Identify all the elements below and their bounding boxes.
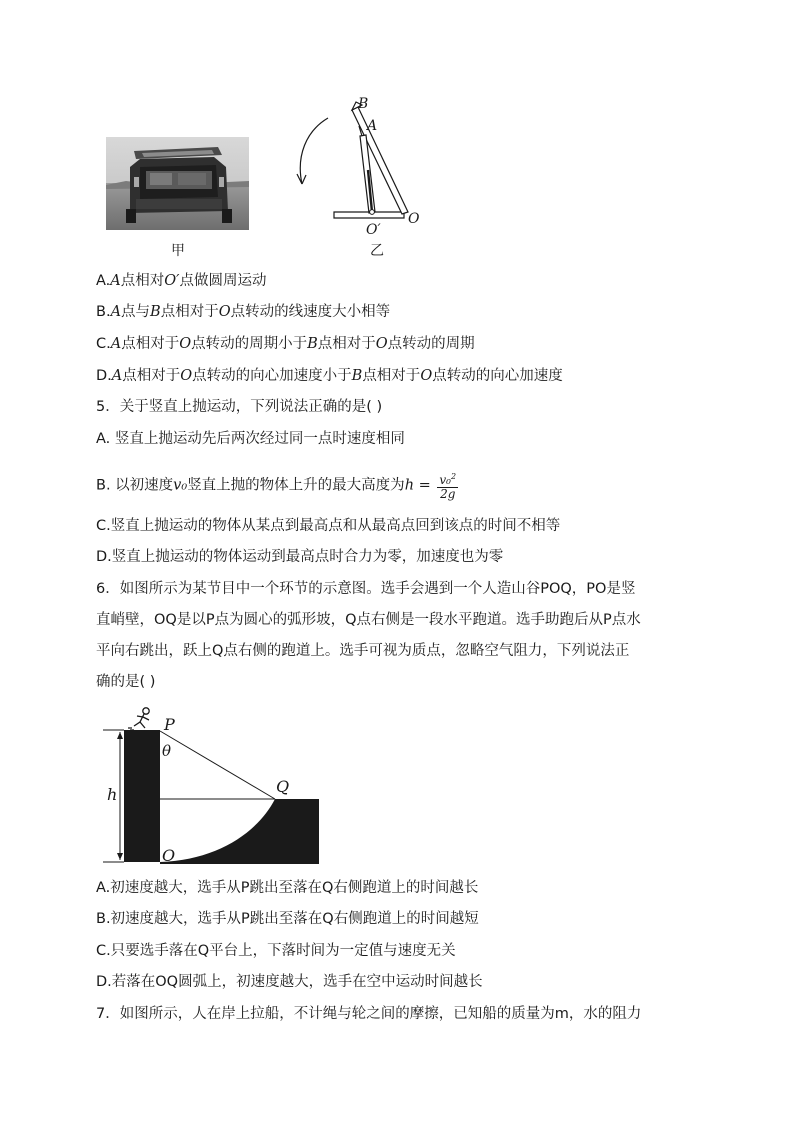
q5-option-b: B. 以初速度v₀竖直上抛的物体上升的最大高度为h = $\frac{v_0^2}{2g}$ (96, 472, 457, 501)
q6-stem-line-2: 直峭壁，OQ是以P点为圆心的弧形坡，Q点右侧是一段水平跑道。选手助跑后从P点水 (96, 612, 641, 628)
q5-option-a: A. 竖直上抛运动先后两次经过同一点时速度相同 (96, 431, 405, 447)
q6-stem-line-3: 平向右跳出，跃上Q点右侧的跑道上。选手可视为质点，忽略空气阻力，下列说法正 (96, 643, 630, 659)
slope-and-platform (160, 799, 319, 864)
q6-option-a: A.初速度越大，选手从P跳出至落在Q右侧跑道上的时间越长 (96, 880, 479, 896)
label-o: O (162, 846, 176, 865)
runner-icon (128, 708, 149, 730)
hatch-door (352, 107, 408, 214)
line-pq (160, 731, 275, 799)
q4-option-b: B.A点与B点相对于O点转动的线速度大小相等 (96, 304, 391, 320)
cliff (124, 730, 160, 862)
q5-stem: 5．关于竖直上抛运动，下列说法正确的是( ) (96, 399, 383, 415)
pivot-o-prime (370, 210, 375, 215)
valley-diagram (98, 702, 324, 868)
q5-option-c: C.竖直上抛运动的物体从某点到最高点和从最高点回到该点的时间不相等 (96, 518, 561, 534)
q4-option-c: C.A点相对于O点转动的周期小于B点相对于O点转动的周期 (96, 336, 475, 352)
car-trunk-photo (106, 137, 249, 230)
label-h: h (107, 785, 118, 804)
label-theta: θ (162, 742, 172, 760)
label-p: P (164, 715, 175, 734)
figure-caption-yi: 乙 (370, 243, 384, 259)
q4-option-d: D.A点相对于O点转动的向心加速度小于B点相对于O点转动的向心加速度 (96, 368, 563, 384)
q6-stem-line-1: 6．如图所示为某节目中一个环节的示意图。选手会遇到一个人造山谷POQ，PO是竖 (96, 581, 636, 597)
q6-option-d: D.若落在OQ圆弧上，初速度越大，选手在空中运动时间越长 (96, 974, 483, 990)
rotation-arrow (300, 118, 328, 184)
q5-option-d: D.竖直上抛运动的物体运动到最高点时合力为零，加速度也为零 (96, 549, 504, 565)
label-a: A (367, 118, 378, 134)
hatch-diagram (286, 96, 426, 241)
label-o-prime: O′ (366, 222, 381, 238)
label-o: O (408, 211, 420, 227)
q6-option-c: C.只要选手落在Q平台上，下落时间为一定值与速度无关 (96, 943, 456, 959)
q6-option-b: B.初速度越大，选手从P跳出至落在Q右侧跑道上的时间越短 (96, 911, 479, 927)
max-height-fraction: $\frac{v_0^2}{2g}$ (439, 472, 457, 501)
label-b: B (358, 96, 369, 112)
label-q: Q (276, 777, 290, 796)
q7-stem: 7．如图所示，人在岸上拉船，不计绳与轮之间的摩擦，已知船的质量为m，水的阻力 (96, 1006, 642, 1022)
q4-option-a: A.A点相对O′点做圆周运动 (96, 273, 267, 289)
car-trunk-photo-drawing (106, 137, 249, 230)
figure-caption-jia: 甲 (171, 243, 185, 259)
q6-stem-line-4: 确的是( ) (96, 674, 156, 690)
